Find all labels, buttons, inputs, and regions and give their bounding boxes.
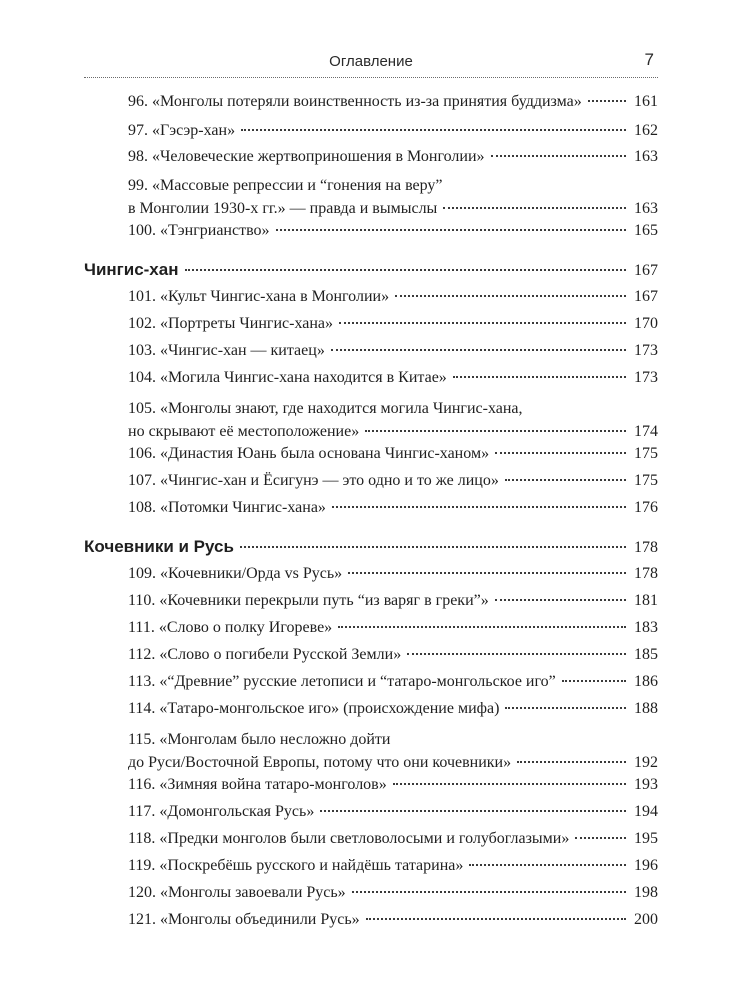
- dot-leader: [352, 890, 626, 893]
- dot-leader: [320, 809, 626, 812]
- toc-entry: [84, 802, 658, 822]
- toc-page-number: 175: [634, 472, 658, 489]
- toc-page-number: 181: [634, 592, 658, 609]
- dot-leader: [331, 348, 626, 351]
- page-number: 7: [644, 50, 654, 69]
- toc-page-number: 173: [634, 369, 658, 386]
- toc-entry: [84, 444, 658, 464]
- toc-page-number: 178: [634, 565, 658, 582]
- toc-page-number: 195: [634, 830, 658, 847]
- toc-page-number: 170: [634, 315, 658, 332]
- toc-entry-title-line: 115. «Монголам было несложно дойти: [128, 731, 391, 748]
- toc-entry-title: 106. «Династия Юань была основана Чингис-ханом»: [128, 445, 490, 462]
- dot-leader: [575, 836, 626, 839]
- dot-leader: [366, 917, 626, 920]
- toc-entry-title: 112. «Слово о погибели Русской Земли»: [128, 646, 402, 663]
- toc-page-number: 173: [634, 342, 658, 359]
- toc-page-number: 185: [634, 646, 658, 663]
- dot-leader: [393, 782, 626, 785]
- toc-page-number: 175: [634, 445, 658, 462]
- toc-entry-title-line: 99. «Массовые репрессии и “гонения на веру”: [128, 177, 443, 194]
- toc-entry: [84, 591, 658, 611]
- toc-page-number: 188: [634, 700, 658, 717]
- toc-page-number: 183: [634, 619, 658, 636]
- dot-leader: [241, 128, 626, 131]
- toc-entry-title: 96. «Монголы потеряли воинственность из-за принятия буддизма»: [128, 93, 582, 110]
- dot-leader: [505, 478, 626, 481]
- toc-page-number: 200: [634, 911, 658, 928]
- toc-section-heading: [84, 260, 658, 281]
- dot-leader: [562, 679, 626, 682]
- dot-leader: [495, 598, 626, 601]
- toc-entry-title: 104. «Могила Чингис-хана находится в Китае»: [128, 369, 447, 386]
- toc-entry-title: 117. «Домонгольская Русь»: [128, 803, 315, 820]
- toc-entry-title: 109. «Кочевники/Орда vs Русь»: [128, 565, 343, 582]
- toc-entry: [84, 699, 658, 719]
- toc-entry-title: 102. «Портреты Чингис-хана»: [128, 315, 334, 332]
- toc-entry: [84, 498, 658, 518]
- toc-entry: [84, 471, 658, 491]
- toc-page-number: 167: [634, 288, 658, 305]
- toc-entry-title: 114. «Татаро-монгольское иго» (происхождение мифа): [128, 700, 500, 717]
- dot-leader: [348, 571, 626, 574]
- dot-leader: [453, 375, 626, 378]
- toc-page-number: 162: [634, 122, 658, 139]
- toc-page-number: 165: [634, 222, 658, 239]
- running-title: Оглавление: [329, 53, 413, 70]
- toc-entry: [84, 883, 658, 903]
- toc-entry: [84, 397, 658, 443]
- toc-entry: [84, 775, 658, 795]
- dot-leader: [505, 706, 626, 709]
- toc-entry-title: до Руси/Восточной Европы, потому что они кочевники»: [128, 754, 512, 771]
- dot-leader: [339, 321, 626, 324]
- toc-entry-title: 107. «Чингис-хан и Ёсигунэ — это одно и то же лицо»: [128, 472, 499, 489]
- toc-page-number: 194: [634, 803, 658, 820]
- toc-page-number: 176: [634, 499, 658, 516]
- toc-entry-title: 103. «Чингис-хан — китаец»: [128, 342, 325, 359]
- toc-page-number: 198: [634, 884, 658, 901]
- section-title: Чингис-хан: [84, 260, 179, 279]
- toc-entry-title: 121. «Монголы объединили Русь»: [128, 911, 360, 928]
- toc-page-number: 193: [634, 776, 658, 793]
- toc-page-number: 167: [634, 262, 658, 279]
- toc-entry-title: но скрывают её местоположение»: [128, 423, 360, 440]
- dot-leader: [332, 505, 626, 508]
- dot-leader: [185, 268, 627, 271]
- dot-leader: [443, 206, 626, 209]
- toc-entry: [84, 121, 658, 141]
- toc-entry-title: 113. «“Древние” русские летописи и “татаро-монгольское иго”: [128, 673, 556, 690]
- toc-section-heading: [84, 537, 658, 558]
- toc-entry-title-line: 105. «Монголы знают, где находится могила Чингис-хана,: [128, 400, 523, 417]
- toc-page-number: 192: [634, 754, 658, 771]
- toc-entry: [84, 728, 658, 774]
- toc-page-number: 163: [634, 148, 658, 165]
- toc-entry: [84, 92, 658, 112]
- dot-leader: [469, 863, 626, 866]
- dot-leader: [276, 228, 626, 231]
- toc-entry-title: в Монголии 1930-х гг.» — правда и вымыслы: [128, 200, 438, 217]
- toc-entry-title: 101. «Культ Чингис-хана в Монголии»: [128, 288, 390, 305]
- dot-leader: [491, 154, 626, 157]
- toc-entry: [84, 147, 658, 167]
- toc-entry: [84, 829, 658, 849]
- toc-entry: [84, 174, 658, 220]
- toc-page-number: 174: [634, 423, 658, 440]
- toc-entry-title: 100. «Тэнгрианство»: [128, 222, 270, 239]
- dot-leader: [495, 451, 626, 454]
- toc-entry: [84, 341, 658, 361]
- dot-leader: [407, 652, 626, 655]
- toc-entry: [84, 618, 658, 638]
- toc-entry: [84, 564, 658, 584]
- dot-leader: [517, 760, 626, 763]
- dot-leader: [365, 429, 626, 432]
- toc-entry: [84, 314, 658, 334]
- dot-leader: [588, 99, 626, 102]
- toc-entry-title: 119. «Поскребёшь русского и найдёшь татарина»: [128, 857, 464, 874]
- toc-entry: [84, 221, 658, 241]
- toc-entry-title: 98. «Человеческие жертвоприношения в Монголии»: [128, 148, 485, 165]
- toc-entry-title: 111. «Слово о полку Игореве»: [128, 619, 333, 636]
- toc-entry: [84, 368, 658, 388]
- dot-leader: [240, 545, 626, 548]
- toc-page-number: 178: [634, 539, 658, 556]
- toc-entry: [84, 672, 658, 692]
- dot-leader: [395, 294, 626, 297]
- toc-entry: [84, 856, 658, 876]
- toc-entry: [84, 645, 658, 665]
- toc-entry-title: 110. «Кочевники перекрыли путь “из варяг в греки”»: [128, 592, 489, 609]
- toc-entry-title: 120. «Монголы завоевали Русь»: [128, 884, 346, 901]
- section-title: Кочевники и Русь: [84, 537, 234, 556]
- toc-entry: [84, 910, 658, 930]
- dot-leader: [338, 625, 626, 628]
- toc-entry-title: 108. «Потомки Чингис-хана»: [128, 499, 326, 516]
- toc-entry-title: 116. «Зимняя война татаро-монголов»: [128, 776, 387, 793]
- toc-page-number: 186: [634, 673, 658, 690]
- toc-entry: [84, 287, 658, 307]
- toc-page-number: 196: [634, 857, 658, 874]
- toc-page-number: 161: [634, 93, 658, 110]
- toc-entry-title: 97. «Гэсэр-хан»: [128, 122, 236, 139]
- toc-page-number: 163: [634, 200, 658, 217]
- toc-entry-title: 118. «Предки монголов были светловолосыми и голубоглазыми»: [128, 830, 570, 847]
